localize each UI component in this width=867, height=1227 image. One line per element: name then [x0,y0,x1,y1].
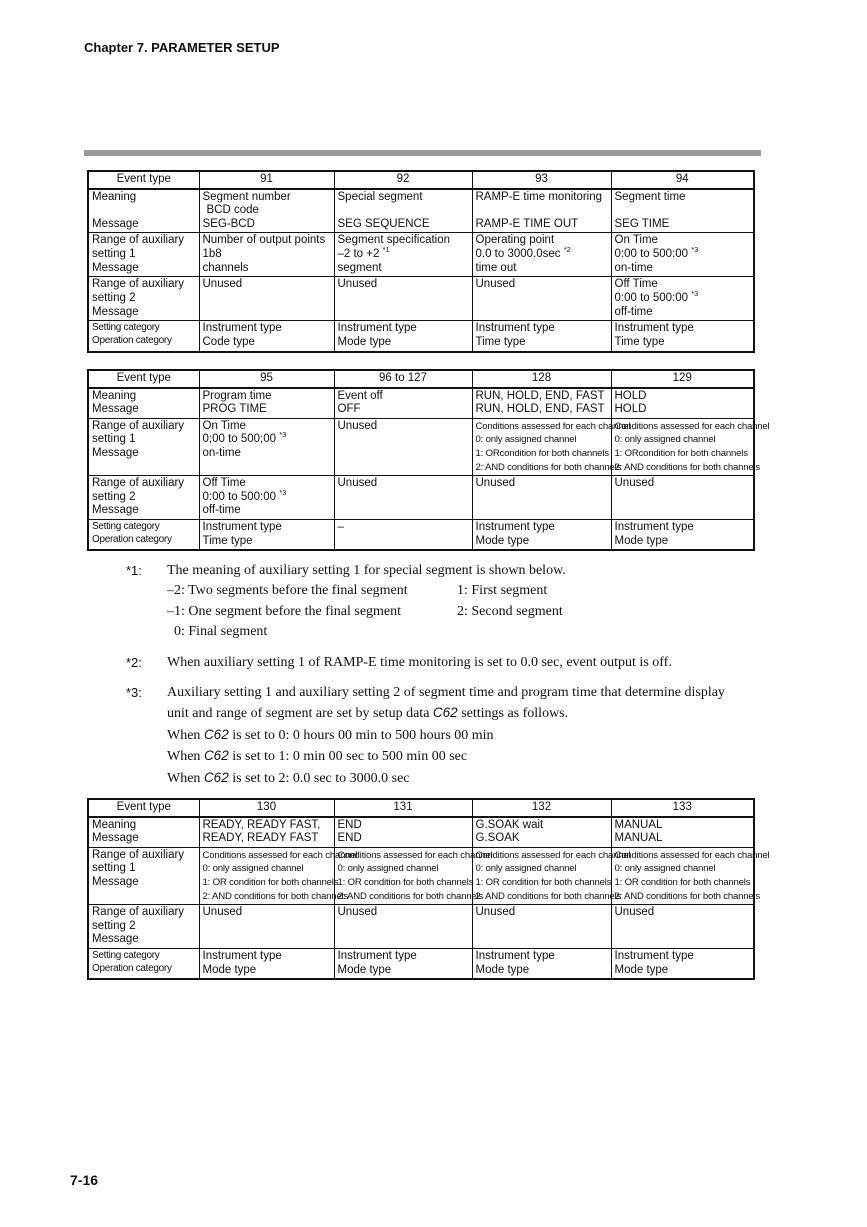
setup-code: C62 [432,705,458,721]
row-label: Meaning Message [88,388,199,419]
event-table-91-94 [87,170,755,353]
table-cell: Unused [611,476,754,520]
table-cell: Unused [334,277,472,321]
table-cell: Conditions assessed for each channel 0: only assigned channel 1: ORcondition for both channels 2: AND conditions for both channels [472,418,611,475]
footnote-ref: *1 [382,245,390,255]
table-cell: Instrument type Time type [472,321,611,352]
header-cell: Event type [88,370,199,388]
table-cell: Number of output points 1b8 channels [199,233,334,277]
table-cell: Segment time SEG TIME [611,189,754,233]
footnote-1: *1: The meaning of auxiliary setting 1 for special segment is shown below. –2: Two segments before the final segment 1: First segment –1: One segment before the final segment 2: Second segment 0: Final segment [126,563,566,640]
header-cell: 129 [611,370,754,388]
table-cell: Off Time 0:00 to 500:00 $^{*3}$ off-time [199,476,334,520]
header-cell: 128 [472,370,611,388]
table-cell: Instrument type Time type [611,321,754,352]
footnote-ref: *3 [691,245,699,255]
table-cell: Unused [334,476,472,520]
table-cell: Special segment SEG SEQUENCE [334,189,472,233]
table-cell: Conditions assessed for each channel 0: only assigned channel 1: OR condition for both channels 2: AND conditions for both channels [334,847,472,904]
header-cell: 96 to 127 [334,370,472,388]
footnote-mark: *2: [126,654,142,670]
table-cell: Unused [199,277,334,321]
footnote-ref: *3 [691,289,699,299]
row-label: Setting category Operation category [88,520,199,551]
table-row-aux2 [88,905,754,949]
table-cell: Event off OFF [334,388,472,419]
table-header-row [88,799,754,817]
row-label: Range of auxiliary setting 2 Message [88,905,199,949]
setup-code: C62 [203,748,229,764]
page-number: 7-16 [70,1172,99,1188]
table-cell: Instrument type Mode type [199,949,334,980]
section-rule [84,150,761,156]
footnote-ref: *3 [279,487,287,497]
table-row-category [88,949,754,980]
table-cell: Instrument type Mode type [334,949,472,980]
table-cell: Unused [334,905,472,949]
table-cell: Segment number BCD code SEG-BCD [199,189,334,233]
table-cell: Program time PROG TIME [199,388,334,419]
table-cell: MANUAL MANUAL [611,817,754,848]
table-cell: Conditions assessed for each channel 0: only assigned channel 1: OR condition for both channels 2: AND conditions for both channels [199,847,334,904]
table-cell: HOLD HOLD [611,388,754,419]
table-cell: Conditions assessed for each channel 0: only assigned channel 1: OR condition for both channels 2: AND conditions for both channels [611,847,754,904]
table-cell: Unused [472,905,611,949]
table-cell: On Time 0:00 to 500:00 $^{*3}$ on-time [611,233,754,277]
table-row-aux2 [88,476,754,520]
header-cell: 91 [199,171,334,189]
header-cell: 132 [472,799,611,817]
table-cell: Instrument type Mode type [472,520,611,551]
table-cell: Unused [334,418,472,475]
setup-code: C62 [203,726,229,742]
row-label: Range of auxiliary setting 2 Message [88,277,199,321]
footnote-mark: *3: [126,685,142,701]
setup-code: C62 [203,769,229,785]
row-label: Setting category Operation category [88,949,199,980]
header-cell: 94 [611,171,754,189]
header-cell: 130 [199,799,334,817]
table-cell: Unused [472,277,611,321]
footnotes [126,561,766,799]
table-cell: Unused [199,905,334,949]
footnote-ref: *2 [563,245,571,255]
table-cell: Instrument type Mode type [472,949,611,980]
header-cell: 95 [199,370,334,388]
table-cell: On Time 0;00 to 500;00 $^{*3}$ on-time [199,418,334,475]
table-cell: Unused [611,905,754,949]
table-cell: Conditions assessed for each channel 0: only assigned channel 1: OR condition for both channels 2: AND conditions for both channels [472,847,611,904]
table-cell: Off Time 0:00 to 500:00 $^{*3}$ off-time [611,277,754,321]
footnote-mark: *1: [126,563,142,578]
row-label: Setting category Operation category [88,321,199,352]
event-table-130-133 [87,798,770,980]
table-row-aux1 [88,418,754,475]
header-cell: Event type [88,799,199,817]
table-row-meaning [88,189,754,233]
row-label: Range of auxiliary setting 1 Message [88,418,199,475]
table-cell: RUN, HOLD, END, FAST RUN, HOLD, END, FAST [472,388,611,419]
table-cell: Segment specification –2 to +2 $^{*1}$ segment [334,233,472,277]
table-row-aux1 [88,233,754,277]
row-label: Range of auxiliary setting 1 Message [88,847,199,904]
table-cell: Instrument type Time type [199,520,334,551]
table-cell: – [334,520,472,551]
row-label: Range of auxiliary setting 2 Message [88,476,199,520]
table-cell: RAMP-E time monitoring RAMP-E TIME OUT [472,189,611,233]
row-label: Meaning Message [88,817,199,848]
header-cell: 92 [334,171,472,189]
table-cell: Instrument type Mode type [611,949,754,980]
table-cell: Unused [472,476,611,520]
table-cell: READY, READY FAST, READY, READY FAST [199,817,334,848]
table-cell: Instrument type Mode type [334,321,472,352]
table-row-aux2 [88,277,754,321]
header-cell: Event type [88,171,199,189]
footnote-ref: *3 [279,430,287,440]
table-header-row [88,370,754,388]
row-label: Range of auxiliary setting 1 Message [88,233,199,277]
event-table-95-129 [87,369,770,551]
table-cell: END END [334,817,472,848]
table-cell: Operating point 0.0 to 3000.0sec $^{*2}$ time out [472,233,611,277]
table-header-row [88,171,754,189]
table-cell: Instrument type Code type [199,321,334,352]
header-cell: 133 [611,799,754,817]
table-cell: Instrument type Mode type [611,520,754,551]
table-row-aux1 [88,847,754,904]
row-label: Meaning Message [88,189,199,233]
table-cell: Conditions assessed for each channel 0: only assigned channel 1: ORcondition for both channels 2: AND conditions for both channels [611,418,754,475]
header-cell: 131 [334,799,472,817]
table-row-category [88,321,754,352]
footnote-3: *3: Auxiliary setting 1 and auxiliary setting 2 of segment time and program time that determine display unit and range of segment are set by setup data C62 settings as follows. When C62 is set to 0: 0 hours 00 min to 500 hours 00 min When C62 is set to 1: 0 min 00 sec to 500 min 00 sec When C62 is set to 2: 0.0 sec to 3000.0 sec [126,685,725,786]
footnote-2: *2: When auxiliary setting 1 of RAMP-E time monitoring is set to 0.0 sec, event output is off. [126,653,766,673]
table-row-meaning [88,817,754,848]
table-row-meaning [88,388,754,419]
header-cell: 93 [472,171,611,189]
table-cell: G.SOAK wait G.SOAK [472,817,611,848]
table-row-category [88,520,754,551]
chapter-heading: Chapter 7. PARAMETER SETUP [84,40,280,55]
